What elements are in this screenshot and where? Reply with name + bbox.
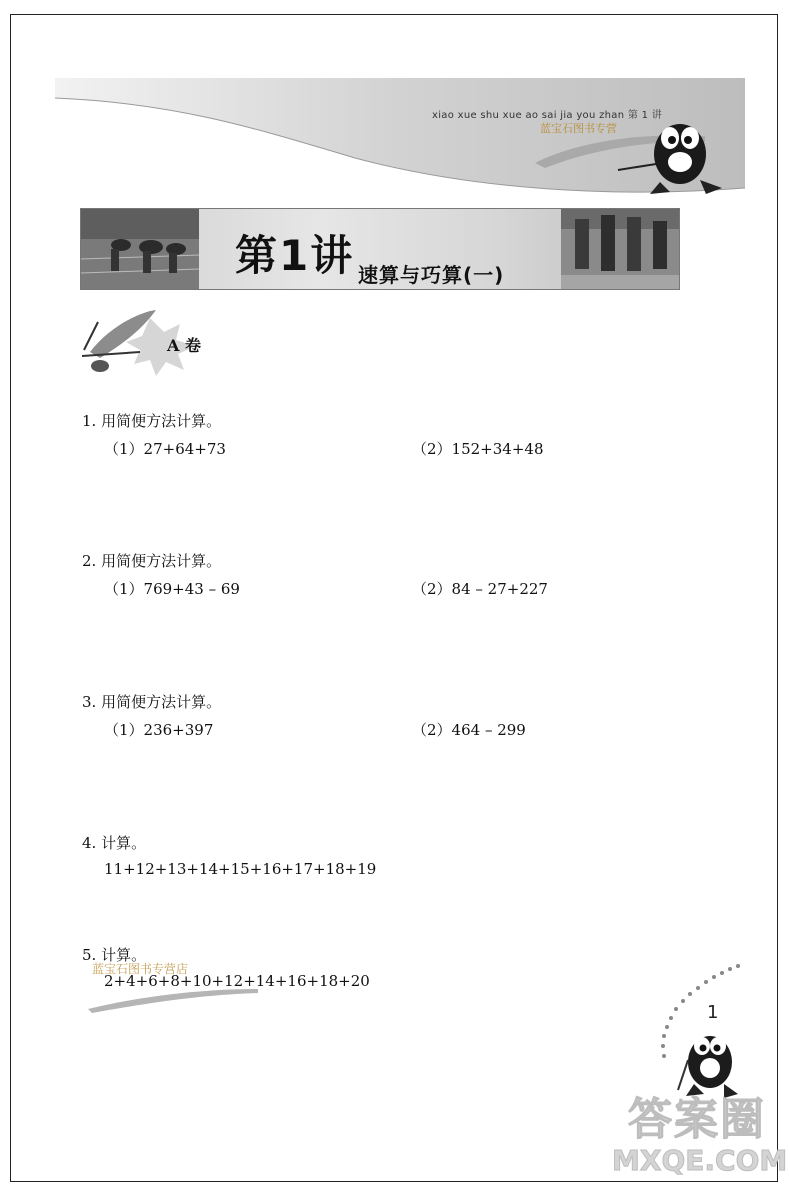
section-label: A 卷	[167, 336, 201, 355]
header-pinyin: xiao xue shu xue ao sai jia you zhan 第 1 讲	[432, 110, 663, 121]
mascot-icon	[610, 112, 750, 202]
question-4-item-1: 11+12+13+14+15+16+17+18+19	[104, 860, 377, 878]
mascot-page-icon	[640, 960, 750, 1100]
question-2-item-1: （1）769+43 – 69	[104, 580, 240, 598]
page-number: 1	[707, 1002, 719, 1023]
store-watermark: 蓝宝石图书专营店	[92, 962, 189, 976]
question-4-title: 4. 计算。	[82, 834, 147, 852]
question-1-item-1: （1）27+64+73	[104, 440, 226, 458]
question-3-item-1: （1）236+397	[104, 721, 214, 739]
question-1-title: 1. 用简便方法计算。	[82, 412, 222, 430]
lecture-banner	[80, 208, 680, 290]
section-badge-icon	[80, 306, 230, 376]
question-2-title: 2. 用简便方法计算。	[82, 552, 222, 570]
lecture-number: 第1讲	[235, 231, 355, 280]
question-5-title: 5. 计算。	[82, 946, 147, 964]
runners-photo-right	[561, 209, 679, 289]
question-5-item-1: 2+4+6+8+10+12+14+16+18+20	[104, 972, 370, 990]
lecture-title: 速算与巧算(一)	[358, 263, 505, 287]
question-3-title: 3. 用简便方法计算。	[82, 693, 222, 711]
question-3-item-2: （2）464 – 299	[412, 721, 526, 739]
site-watermark	[612, 1094, 788, 1177]
question-2-item-2: （2）84 – 27+227	[412, 580, 548, 598]
runners-photo-left	[81, 209, 199, 289]
question-1-item-2: （2）152+34+48	[412, 440, 544, 458]
site-watermark-en: MXQE.COM	[612, 1144, 788, 1177]
site-watermark-cn: 答案圈	[628, 1094, 766, 1145]
header-watermark: 蓝宝石图书专营	[540, 122, 617, 135]
